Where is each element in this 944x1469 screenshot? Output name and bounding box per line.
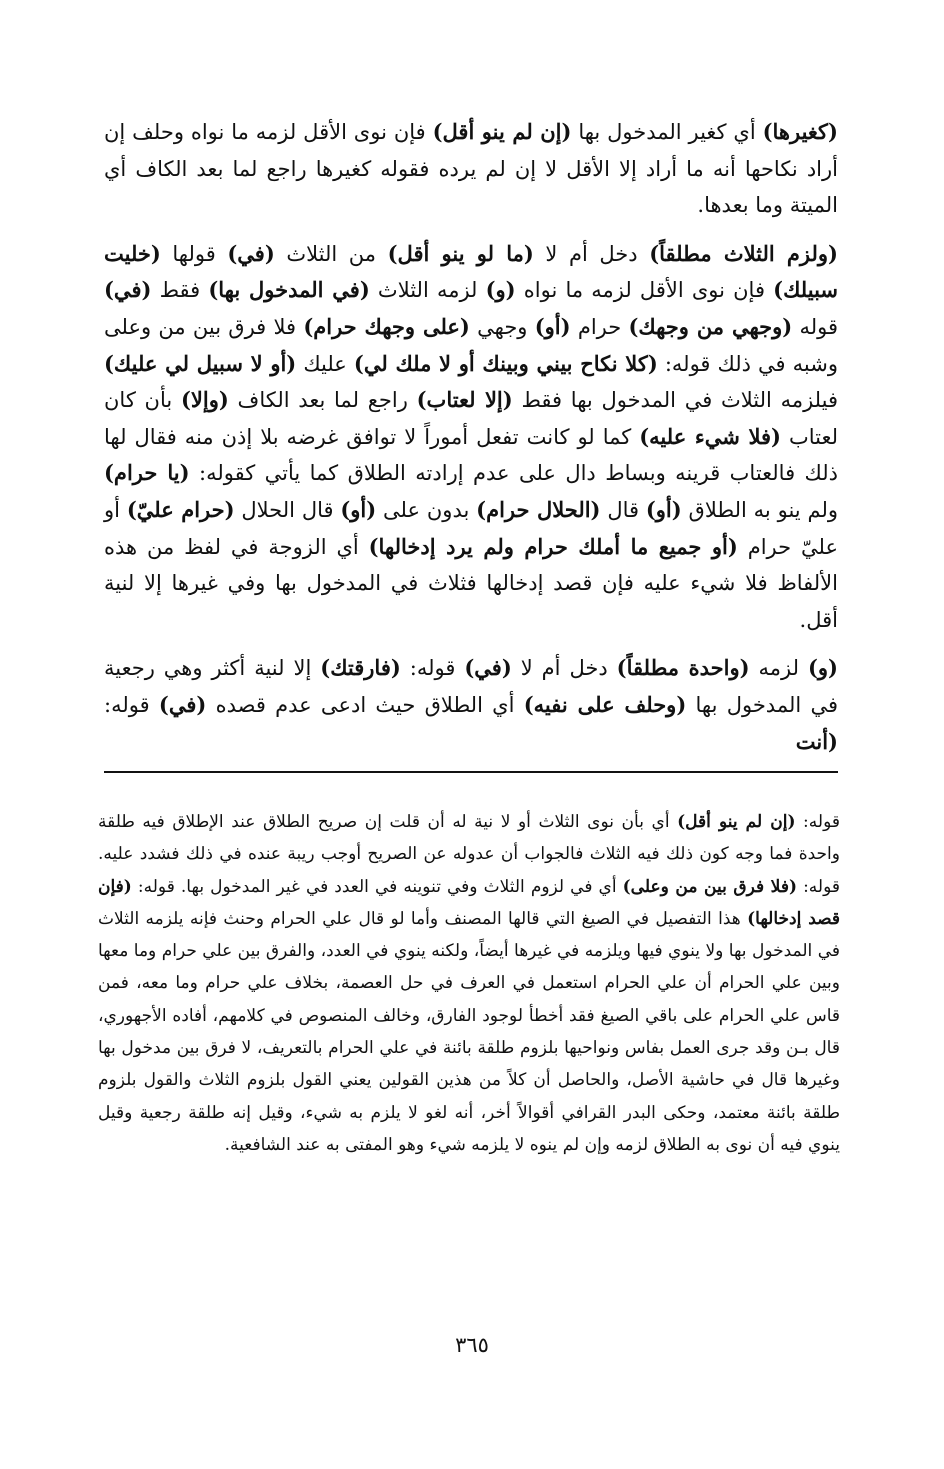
text-segment: دخل أم لا xyxy=(533,241,650,266)
bold-term: (في) xyxy=(464,655,512,681)
footnote-divider xyxy=(104,771,838,773)
bold-term: (في) xyxy=(158,691,207,717)
main-paragraph-3 xyxy=(104,650,838,760)
text-segment: عليك xyxy=(296,351,354,376)
bold-term: (خليت سبيلك) xyxy=(104,240,839,303)
text-segment: قوله xyxy=(792,314,838,339)
main-paragraph-1 xyxy=(104,114,838,224)
bold-term: (وحلف على نفيه) xyxy=(523,691,687,717)
bold-term: (أنت xyxy=(795,728,838,754)
text-segment: فلا فرق بين من وعلى وشبه في ذلك قوله: xyxy=(104,314,838,376)
footnote-paragraph xyxy=(98,806,840,1161)
bold-term: (يا حرام) xyxy=(104,460,190,486)
bold-term: (حرام عليّ) xyxy=(126,496,235,522)
main-text xyxy=(104,114,838,760)
bold-term: (على وجهك حرام) xyxy=(303,313,470,339)
bold-term: (كلا نكاح بيني وبينك أو لا ملك لي) xyxy=(353,350,658,376)
text-segment: قولها xyxy=(160,241,228,266)
text-segment: كما لو كانت تفعل أموراً لا توافق غرضه بلا إذن منه فقال لها ذلك فالعتاب قرينه وبساط دال على عدم إرادته الطلاق كما يأتي كقوله: xyxy=(104,424,838,486)
text-segment: من الثلاث xyxy=(274,241,388,266)
bold-term: (إن لم ينو أقل) xyxy=(432,119,572,144)
text-segment: بدون على xyxy=(376,497,477,522)
bold-term: (و) xyxy=(485,277,516,303)
bold-term: (إلا لعتاب) xyxy=(416,387,513,413)
text-segment: فإن نوى الأقل لزمه ما نواه xyxy=(515,278,774,303)
bold-term: (وجهي من وجهك) xyxy=(628,313,793,339)
bold-term: (و) xyxy=(807,655,838,681)
text-segment: قال xyxy=(600,497,646,522)
text-segment: فيلزمه الثلاث في المدخول بها فقط xyxy=(512,388,839,413)
bold-term: (واحدة مطلقاً) xyxy=(616,655,750,681)
bold-term: (فإن قصد إدخالها) xyxy=(98,876,840,929)
text-segment: أي بأن نوى الثلاث أو لا نية له أن قلت إن صريح الطلاق عند الإطلاق فيه طلقة واحدة فما وجه كون ذلك فيه الثلاث فالجواب أن عدوله عن الصريح أوجب ريبة عنده في ذلك فشدد عليه. قوله: xyxy=(98,812,840,897)
bold-term: (فارقتك) xyxy=(320,655,401,681)
bold-term: (أو) xyxy=(645,496,682,522)
text-segment: لزمه xyxy=(749,656,808,681)
text-segment: بأن كان لعتاب xyxy=(104,388,839,449)
text-segment: لزمه الثلاث xyxy=(369,278,486,303)
text-segment: قوله: xyxy=(104,692,159,717)
text-segment: هذا التفصيل في الصيغ التي قالها المصنف وأما لو قال علي الحرام وحنث فإنه يلزمه الثلاث في المدخول بها ولا ينوي فيها ويلزمه في غيرها أيضاً، ولكنه ينوي في العدد، والفرق بين علي حرام وما معها وبين علي الحرام أن علي الحرام استعمل في العرف في حل العصمة، بخلاف علي حرام وما معه، فمن قاس علي الحرام على باقي الصيغ فقد أخطأ لوجود الفارق، وخالف المنصوص في كلامهم، أفاده الأجهوري، قال بـن وقد جرى العمل بفاس ونواحيها بلزوم طلقة بائنة في علي الحرام بالتعريف، لا فرق بين مدخول بها وغيرها قال في حاشية الأصل، والحاصل أن كلاً من هذين القولين يعني القول بلزوم الثلاث والقول بلزوم طلقة بائنة معتمد، وحكى البدر القرافي أقوالاً أخر، أنه لغو لا يلزم به شيء، وقيل إنه طلقة رجعية وقيل ينوي فيه أن نوى به الطلاق لزمه وإن لم ينوه لا يلزمه شيء وهو المفتى به عند الشافعية. xyxy=(98,908,840,1155)
text-segment: أو عليّ حرام xyxy=(104,497,838,559)
bold-term: (الحلال حرام) xyxy=(476,496,601,522)
text-segment: قوله: xyxy=(795,812,840,832)
text-segment: ولم ينو به الطلاق xyxy=(681,497,838,522)
bold-term: (ما لو ينو أقل) xyxy=(387,240,534,266)
text-segment: أي الطلاق حيث ادعى عدم قصده xyxy=(206,692,524,717)
text-segment: وجهي xyxy=(469,314,535,339)
bold-term: (في) xyxy=(227,240,275,266)
text-segment: حرام xyxy=(570,314,629,339)
text-segment: قوله: xyxy=(400,656,465,681)
bold-term: (في) xyxy=(104,277,152,303)
bold-term: (وإلا) xyxy=(180,387,229,413)
bold-term: (أو جميع ما أملك حرام ولم يرد إدخالها) xyxy=(368,533,738,559)
text-segment: إلا لنية أكثر وهي رجعية في المدخول بها xyxy=(104,656,839,717)
text-segment: أي كغير المدخول بها xyxy=(571,120,763,144)
bold-term: (ولزم الثلاث مطلقاً) xyxy=(649,240,838,266)
main-paragraph-2 xyxy=(104,236,838,639)
page-number: ٣٦٥ xyxy=(455,1333,489,1357)
text-segment: دخل أم لا xyxy=(511,656,617,681)
footnotes xyxy=(98,806,840,1161)
bold-term: (أو) xyxy=(534,313,571,339)
bold-term: (أو لا سبيل لي عليك) xyxy=(104,350,297,376)
bold-term: (كغيرها) xyxy=(762,119,838,144)
bold-term: (إن لم ينو أقل) xyxy=(677,812,796,832)
text-segment: راجع لما بعد الكاف xyxy=(228,388,417,413)
bold-term: (في المدخول بها) xyxy=(208,277,370,303)
bold-term: (فلا شيء عليه) xyxy=(639,423,781,449)
bold-term: (فلا فرق بين من وعلى) xyxy=(622,876,797,897)
text-segment: قال الحلال xyxy=(234,497,341,522)
text-segment: فقط xyxy=(151,278,209,303)
text-segment: فإن نوى الأقل لزمه ما نواه وحلف إن أراد نكاحها أنه ما أراد إلا الأقل لا إن لم يرده فقوله كغيرها راجع لما بعد الكاف أي الميتة وما بعدها. xyxy=(104,120,838,218)
bold-term: (أو) xyxy=(340,496,377,522)
text-segment: أي في لزوم الثلاث وفي تنوينه في العدد في غير المدخول بها. قوله: xyxy=(131,876,623,897)
text-segment: أي الزوجة في لفظ من هذه الألفاظ فلا شيء عليه فإن قصد إدخالها فثلاث في المدخول بها وفي غيرها إلا لنية أقل. xyxy=(104,534,838,632)
